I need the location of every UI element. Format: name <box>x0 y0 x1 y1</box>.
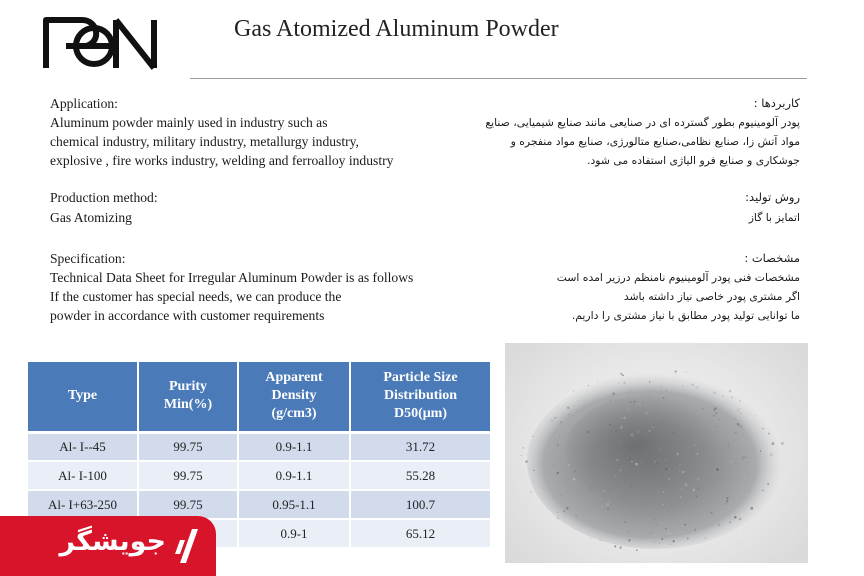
production-value: Gas Atomizing <box>50 210 132 225</box>
specification-line-en: If the customer has special needs, we can produce the <box>50 289 342 304</box>
specification-line-fa: اگر مشتری پودر خاصی نیاز داشته باشد <box>623 290 800 303</box>
application-line-en: chemical industry, military industry, metallurgy industry, <box>50 134 359 149</box>
table-row <box>28 461 490 490</box>
cell-type: Al- I-100 <box>28 461 138 490</box>
header-line: Purity <box>168 379 208 395</box>
watermark-badge <box>0 516 216 576</box>
header-line: Distribution <box>383 388 458 404</box>
watermark-text: جویشگر <box>59 526 166 557</box>
application-line-en: explosive , fire works industry, welding and ferroalloy industry <box>50 153 394 168</box>
application-label: Application: <box>50 96 118 111</box>
specification-line-fa: مشخصات فنی پودر آلومینیوم نامنظم درزیر امده است <box>556 271 800 284</box>
cell-density: 0.9-1.1 <box>238 461 350 490</box>
application-line-fa: جوشکاری و صنایع فرو الیاژی استفاده می شود. <box>587 154 800 167</box>
production-label-fa: روش تولید: <box>745 190 800 204</box>
cell-density: 0.9-1.1 <box>238 432 350 461</box>
header-particle-size <box>350 362 490 432</box>
cell-purity: 99.75 <box>138 461 238 490</box>
title-divider <box>190 78 807 79</box>
joyeshgar-logo-icon <box>174 526 204 566</box>
header-line: (g/cm3) <box>271 406 317 422</box>
specification-line-fa: ما توانایی تولید پودر مطابق با نیاز مشتری را داریم. <box>571 309 800 322</box>
specification-line-en: powder in accordance with customer requirements <box>50 308 325 323</box>
company-logo-icon <box>42 14 160 72</box>
table-row <box>28 432 490 461</box>
application-label-fa: کاربردها : <box>753 96 800 110</box>
table-row <box>28 490 490 519</box>
production-label: Production method: <box>50 190 158 205</box>
header-purity <box>138 362 238 432</box>
cell-density: 0.9-1 <box>238 519 350 548</box>
cell-particle-size: 55.28 <box>350 461 490 490</box>
header-line: Type <box>67 388 98 404</box>
cell-particle-size: 100.7 <box>350 490 490 519</box>
table-header-row <box>28 362 490 432</box>
header-line: Apparent <box>265 370 323 386</box>
company-logo <box>42 14 160 72</box>
application-line-fa: پودر آلومینیوم بطور گسترده ای در صنایعی مانند صنایع شیمیایی، صنایع <box>485 116 800 129</box>
cell-purity: 99.75 <box>138 432 238 461</box>
header-line: Min(%) <box>163 397 213 413</box>
cell-type: Al- I--45 <box>28 432 138 461</box>
page-title: Gas Atomized Aluminum Powder <box>234 16 559 42</box>
cell-density: 0.95-1.1 <box>238 490 350 519</box>
specification-label: Specification: <box>50 251 126 266</box>
production-value-fa: اتمایز با گاز <box>748 211 800 224</box>
aluminum-powder-pile-image <box>505 343 808 563</box>
powder-photo <box>505 343 808 563</box>
header-line: D50(μm) <box>393 406 448 422</box>
header-type <box>28 362 138 432</box>
specification-label-fa: مشخصات : <box>744 251 800 265</box>
header-line: Density <box>271 388 317 404</box>
cell-particle-size: 31.72 <box>350 432 490 461</box>
specification-line-en: Technical Data Sheet for Irregular Aluminum Powder is as follows <box>50 270 414 285</box>
header-line: Particle Size <box>383 370 458 386</box>
cell-type: Al- I+63-250 <box>28 490 138 519</box>
application-line-fa: مواد آتش زا، صنایع نظامی،صنایع متالورژی، صنایع مواد منفجره و <box>510 135 800 148</box>
cell-particle-size: 65.12 <box>350 519 490 548</box>
header-density <box>238 362 350 432</box>
cell-purity: 99.75 <box>138 490 238 519</box>
application-line-en: Aluminum powder mainly used in industry such as <box>50 115 328 130</box>
